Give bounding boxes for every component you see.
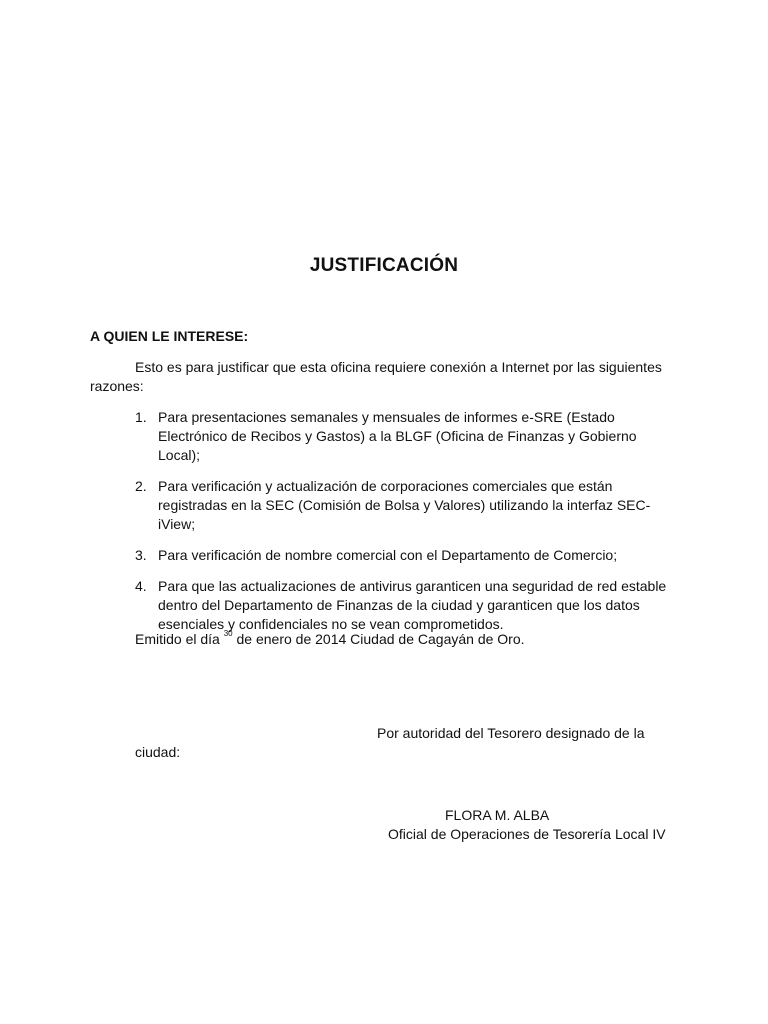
reasons-list	[135, 408, 680, 646]
salutation: A QUIEN LE INTERESE:	[90, 328, 249, 344]
issued-prefix: Emitido el día	[135, 631, 224, 647]
list-item	[135, 577, 680, 634]
intro-paragraph: Esto es para justificar que esta oficina requiere conexión a Internet por las siguientes razones:	[90, 359, 662, 394]
list-item	[135, 408, 680, 465]
signer-name: FLORA M. ALBA	[445, 807, 550, 823]
list-item-number: 3.	[135, 547, 147, 563]
list-item-number: 2.	[135, 478, 147, 494]
issued-suffix: de enero de 2014 Ciudad de Cagayán de Oro.	[232, 631, 525, 647]
authority-line-2: ciudad:	[135, 744, 181, 760]
list-item-text: Para verificación de nombre comercial con el Departamento de Comercio;	[158, 547, 618, 563]
document-title: JUSTIFICACIÓN	[309, 255, 459, 276]
list-item	[135, 477, 680, 534]
list-item-text: Para que las actualizaciones de antivirus garanticen una seguridad de red estable dentro del Departamento de Finanzas de la ciudad y garanticen que los datos esenciales y confidenciales no se vean comprometidos.	[158, 578, 667, 632]
signer-title: Oficial de Operaciones de Tesorería Local IV	[388, 826, 666, 842]
issued-day: 30	[223, 629, 233, 639]
list-item-number: 1.	[135, 409, 147, 425]
list-item-number: 4.	[135, 578, 147, 594]
authority-line-1: Por autoridad del Tesorero designado de la	[377, 725, 645, 741]
issued-statement	[135, 630, 525, 649]
list-item-text: Para verificación y actualización de corporaciones comerciales que están registradas en la SEC (Comisión de Bolsa y Valores) utilizando la interfaz SEC-iView;	[158, 478, 651, 532]
list-item-text: Para presentaciones semanales y mensuales de informes e-SRE (Estado Electrónico de Recibos y Gastos) a la BLGF (Oficina de Finanzas y Gobierno Local);	[158, 409, 637, 463]
list-item	[135, 546, 680, 565]
